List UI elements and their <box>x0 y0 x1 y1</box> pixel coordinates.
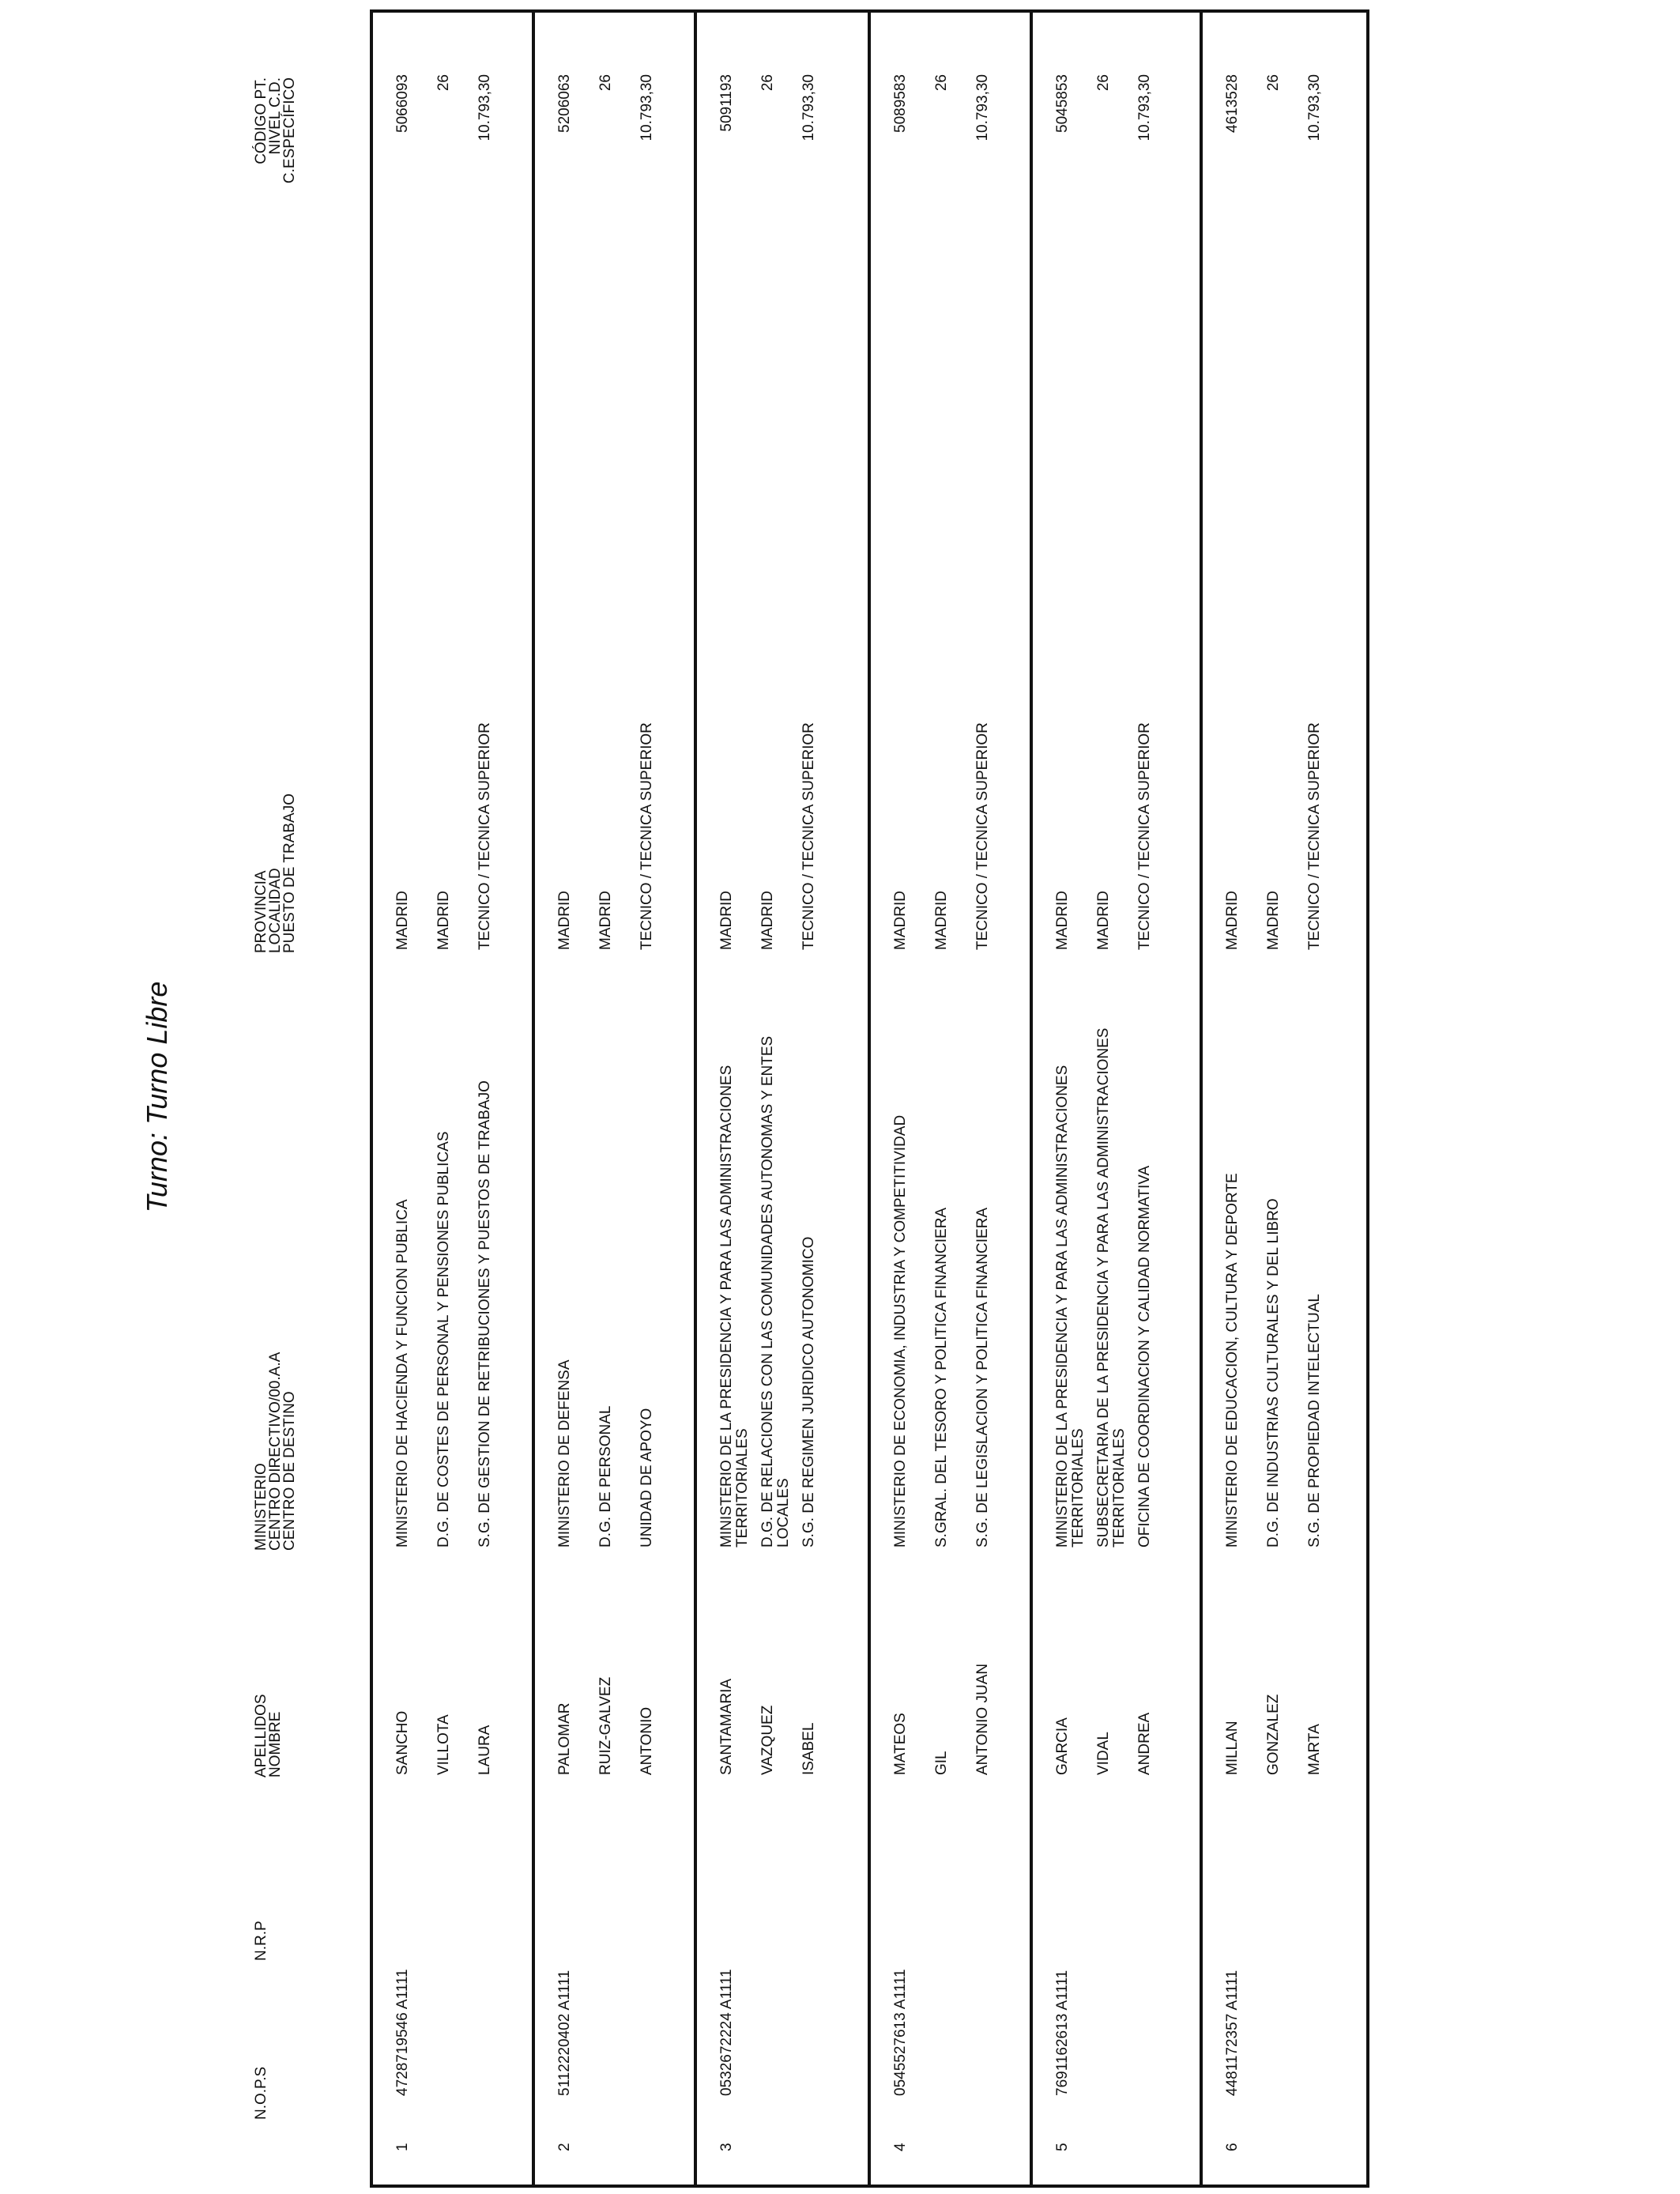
apellido2-cell: VILLOTA <box>435 1714 452 1775</box>
puesto-cell: TECNICO / TECNICA SUPERIOR <box>974 722 991 950</box>
ministerio-cell: MINISTERIO DE HACIENDA Y FUNCION PUBLICA <box>394 1199 411 1547</box>
nrp-cell: 0545527613 A1111 <box>892 1969 909 2096</box>
nops-cell: 5 <box>1054 2143 1071 2151</box>
nivel-cell: 26 <box>435 74 452 92</box>
ministerio-cell: MINISTERIO DE EDUCACION, CULTURA Y DEPORTE <box>1224 1173 1241 1547</box>
nombre-cell: ISABEL <box>800 1722 817 1775</box>
centro-destino-cell: S.G. DE GESTION DE RETRIBUCIONES Y PUESTOS DE TRABAJO <box>477 1080 493 1547</box>
codigo-cell: 5045853 <box>1054 74 1071 133</box>
ministerio-cell: MINISTERIO DE ECONOMIA, INDUSTRIA Y COMPETITIVIDAD <box>892 1114 909 1547</box>
localidad-cell: MADRID <box>759 891 776 950</box>
localidad-cell: MADRID <box>933 891 950 950</box>
table-row <box>871 13 1033 2185</box>
table-row <box>373 13 535 2185</box>
table-row <box>1203 13 1366 2185</box>
nombre-cell: ANTONIO <box>638 1706 655 1775</box>
records-table <box>370 9 1369 2188</box>
apellido1-cell: SANCHO <box>394 1710 411 1775</box>
localidad-cell: MADRID <box>435 891 452 950</box>
provincia-cell: MADRID <box>892 891 909 950</box>
ministerio-cell: MINISTERIO DE LA PRESIDENCIA Y PARA LAS ADMINISTRACIONES TERRITORIALES <box>1054 1065 1087 1547</box>
centro-destino-cell: UNIDAD DE APOYO <box>638 1408 655 1547</box>
provincia-cell: MADRID <box>394 891 411 950</box>
centro-directivo-cell: D.G. DE RELACIONES CON LAS COMUNIDADES AUTONOMAS Y ENTES LOCALES <box>759 1035 792 1547</box>
nrp-cell: 0532672224 A1111 <box>718 1969 735 2096</box>
apellido1-cell: SANTAMARIA <box>718 1678 735 1775</box>
especifico-cell: 10.793,30 <box>1306 74 1323 141</box>
nrp-cell: 4728719546 A1111 <box>394 1969 411 2096</box>
nivel-cell: 26 <box>759 74 776 92</box>
nops-cell: 6 <box>1224 2143 1241 2151</box>
provincia-cell: MADRID <box>1224 891 1241 950</box>
localidad-cell: MADRID <box>597 891 614 950</box>
ministerio-cell: MINISTERIO DE DEFENSA <box>556 1359 573 1547</box>
especifico-cell: 10.793,30 <box>1136 74 1153 141</box>
apellido2-cell: RUIZ-GALVEZ <box>597 1676 614 1775</box>
codigo-cell: 5089583 <box>892 74 909 133</box>
nivel-cell: 26 <box>597 74 614 92</box>
nops-cell: 2 <box>556 2143 573 2151</box>
nrp-cell: 5112220402 A1111 <box>556 1970 573 2096</box>
provincia-cell: MADRID <box>1054 891 1071 950</box>
nombre-cell: ANTONIO JUAN <box>974 1663 991 1775</box>
apellido2-cell: VAZQUEZ <box>759 1705 776 1775</box>
header-apellidos-nombre: APELLIDOS NOMBRE <box>253 1694 284 1777</box>
centro-destino-cell: OFICINA DE COORDINACION Y CALIDAD NORMATIVA <box>1136 1165 1153 1547</box>
nombre-cell: MARTA <box>1306 1724 1323 1775</box>
header-provincia: PROVINCIA LOCALIDAD PUESTO DE TRABAJO <box>253 793 298 953</box>
centro-directivo-cell: SUBSECRETARIA DE LA PRESIDENCIA Y PARA LAS ADMINISTRACIONES TERRITORIALES <box>1095 1027 1128 1547</box>
nops-cell: 1 <box>394 2143 411 2151</box>
puesto-cell: TECNICO / TECNICA SUPERIOR <box>477 722 493 950</box>
page-title: Turno: Turno Libre <box>141 981 173 1213</box>
header-codigo: CÓDIGO PT. NIVEL C.D. C.ESPECÍFICO <box>253 77 298 184</box>
header-nops: N.O.P.S <box>253 2066 269 2120</box>
especifico-cell: 10.793,30 <box>974 74 991 141</box>
apellido1-cell: PALOMAR <box>556 1702 573 1775</box>
nivel-cell: 26 <box>1265 74 1282 92</box>
nivel-cell: 26 <box>1095 74 1112 92</box>
provincia-cell: MADRID <box>556 891 573 950</box>
localidad-cell: MADRID <box>1265 891 1282 950</box>
centro-directivo-cell: S.GRAL. DEL TESORO Y POLITICA FINANCIERA <box>933 1207 950 1547</box>
table-row <box>535 13 697 2185</box>
ministerio-cell: MINISTERIO DE LA PRESIDENCIA Y PARA LAS ADMINISTRACIONES TERRITORIALES <box>718 1065 751 1547</box>
nops-cell: 4 <box>892 2143 909 2151</box>
table-row <box>697 13 871 2185</box>
apellido2-cell: GONZALEZ <box>1265 1694 1282 1775</box>
centro-directivo-cell: D.G. DE COSTES DE PERSONAL Y PENSIONES PUBLICAS <box>435 1131 452 1547</box>
centro-destino-cell: S.G. DE PROPIEDAD INTELECTUAL <box>1306 1294 1323 1547</box>
apellido1-cell: MATEOS <box>892 1713 909 1775</box>
nombre-cell: ANDREA <box>1136 1712 1153 1775</box>
especifico-cell: 10.793,30 <box>638 74 655 141</box>
apellido2-cell: GIL <box>933 1751 950 1775</box>
centro-destino-cell: S.G. DE LEGISLACION Y POLITICA FINANCIERA <box>974 1207 991 1547</box>
apellido1-cell: MILLAN <box>1224 1721 1241 1775</box>
apellido1-cell: GARCIA <box>1054 1717 1071 1775</box>
localidad-cell: MADRID <box>1095 891 1112 950</box>
codigo-cell: 5066093 <box>394 74 411 133</box>
puesto-cell: TECNICO / TECNICA SUPERIOR <box>1136 722 1153 950</box>
especifico-cell: 10.793,30 <box>800 74 817 141</box>
codigo-cell: 5206063 <box>556 74 573 133</box>
header-nrp: N.R.P <box>253 1921 269 1961</box>
centro-destino-cell: S.G. DE REGIMEN JURIDICO AUTONOMICO <box>800 1236 817 1547</box>
centro-directivo-cell: D.G. DE PERSONAL <box>597 1405 614 1547</box>
header-ministerio: MINISTERIO CENTRO DIRECTIVO/00.A.A CENTRO DE DESTINO <box>253 1351 298 1551</box>
nrp-cell: 7691162613 A1111 <box>1054 1970 1071 2096</box>
nrp-cell: 4481172357 A1111 <box>1224 1970 1241 2096</box>
puesto-cell: TECNICO / TECNICA SUPERIOR <box>638 722 655 950</box>
nivel-cell: 26 <box>933 74 950 92</box>
especifico-cell: 10.793,30 <box>477 74 493 141</box>
nops-cell: 3 <box>718 2143 735 2151</box>
table-row <box>1033 13 1203 2185</box>
puesto-cell: TECNICO / TECNICA SUPERIOR <box>1306 722 1323 950</box>
nombre-cell: LAURA <box>477 1725 493 1775</box>
codigo-cell: 4613528 <box>1224 74 1241 133</box>
centro-directivo-cell: D.G. DE INDUSTRIAS CULTURALES Y DEL LIBRO <box>1265 1198 1282 1547</box>
puesto-cell: TECNICO / TECNICA SUPERIOR <box>800 722 817 950</box>
provincia-cell: MADRID <box>718 891 735 950</box>
apellido2-cell: VIDAL <box>1095 1732 1112 1775</box>
codigo-cell: 5091193 <box>718 74 735 132</box>
